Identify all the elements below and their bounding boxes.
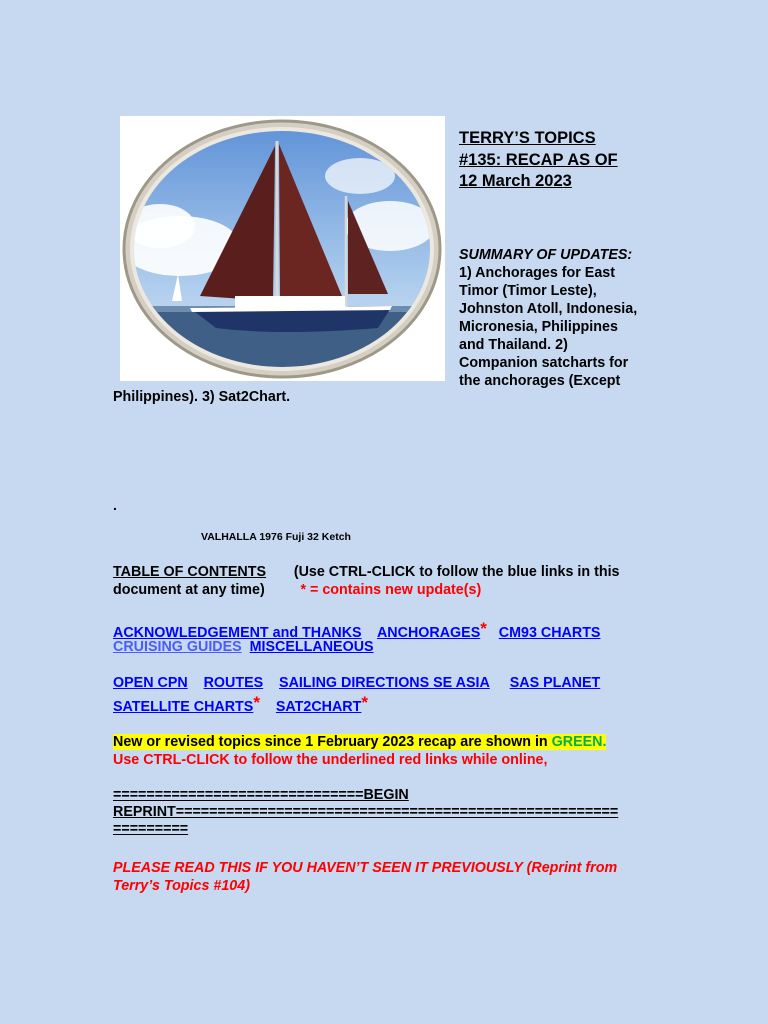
title-line-1: TERRY’S TOPICS bbox=[459, 129, 596, 147]
summary-line: and Thailand. 2) bbox=[459, 337, 568, 353]
sailboat-photo bbox=[120, 116, 445, 381]
link-sailing-directions[interactable]: SAILING DIRECTIONS SE ASIA bbox=[279, 675, 490, 691]
link-miscellaneous[interactable]: MISCELLANEOUS bbox=[249, 639, 374, 655]
please-line-2: Terry’s Topics #104) bbox=[113, 878, 250, 894]
summary-line: the anchorages (Except bbox=[459, 373, 621, 389]
reprint-line-3: ========= bbox=[113, 821, 189, 837]
toc-links-row-3 bbox=[113, 674, 600, 693]
please-line-1: PLEASE READ THIS IF YOU HAVEN’T SEEN IT PREVIOUSLY (Reprint from bbox=[113, 860, 618, 876]
summary-tail: Philippines). 3) Sat2Chart. bbox=[113, 389, 291, 405]
summary-line: Johnston Atoll, Indonesia, bbox=[459, 301, 638, 317]
photo-caption: VALHALLA 1976 Fuji 32 Ketch bbox=[201, 531, 351, 543]
reprint-line-2: REPRINT===================================================== bbox=[113, 804, 619, 820]
notice-green-word: GREEN. bbox=[551, 734, 607, 750]
link-cm93-charts[interactable]: CM93 CHARTS bbox=[498, 625, 601, 641]
toc-links-row-2 bbox=[113, 638, 374, 657]
link-sas-planet[interactable]: SAS PLANET bbox=[509, 675, 601, 691]
stray-dot: . bbox=[113, 497, 117, 513]
new-update-star: * bbox=[361, 693, 368, 712]
notice-red-line: Use CTRL-CLICK to follow the underlined red links while online, bbox=[113, 752, 548, 768]
document-title bbox=[459, 128, 659, 193]
toc-instruction: (Use CTRL-CLICK to follow the blue links in this bbox=[293, 564, 620, 580]
reprint-line-1: ==============================BEGIN bbox=[113, 787, 409, 803]
toc-label: TABLE OF CONTENTS bbox=[113, 564, 267, 580]
new-update-star: * bbox=[480, 619, 487, 638]
title-line-2: #135: RECAP AS OF bbox=[459, 150, 618, 169]
summary-line: Timor (Timor Leste), bbox=[459, 283, 597, 299]
please-read-notice bbox=[113, 859, 673, 895]
link-satellite-charts[interactable]: SATELLITE CHARTS bbox=[113, 699, 254, 715]
link-sat2chart[interactable]: SAT2CHART bbox=[275, 699, 362, 715]
summary-of-updates bbox=[459, 246, 664, 390]
link-routes[interactable]: ROUTES bbox=[203, 675, 264, 691]
summary-line: 1) Anchorages for East bbox=[459, 265, 615, 281]
link-anchorages[interactable]: ANCHORAGES bbox=[376, 625, 481, 641]
toc-links-row-4 bbox=[113, 693, 368, 717]
title-line-3: 12 March 2023 bbox=[459, 172, 572, 190]
toc-instruction-2: document at any time) bbox=[113, 582, 265, 598]
toc-legend: * = contains new update(s) bbox=[300, 582, 482, 598]
summary-heading: SUMMARY OF UPDATES: bbox=[459, 247, 633, 263]
link-open-cpn[interactable]: OPEN CPN bbox=[113, 675, 188, 691]
new-update-star: * bbox=[253, 693, 260, 712]
table-of-contents bbox=[113, 563, 620, 599]
update-notice bbox=[113, 733, 606, 769]
summary-line: Micronesia, Philippines bbox=[459, 319, 618, 335]
reprint-divider bbox=[113, 787, 618, 838]
link-cruising-guides[interactable]: CRUISING GUIDES bbox=[113, 639, 242, 655]
link-acknowledgement[interactable]: ACKNOWLEDGEMENT and THANKS bbox=[113, 625, 362, 641]
summary-line: Companion satcharts for bbox=[459, 355, 629, 371]
notice-text: New or revised topics since 1 February 2023 recap are shown in bbox=[113, 734, 552, 750]
